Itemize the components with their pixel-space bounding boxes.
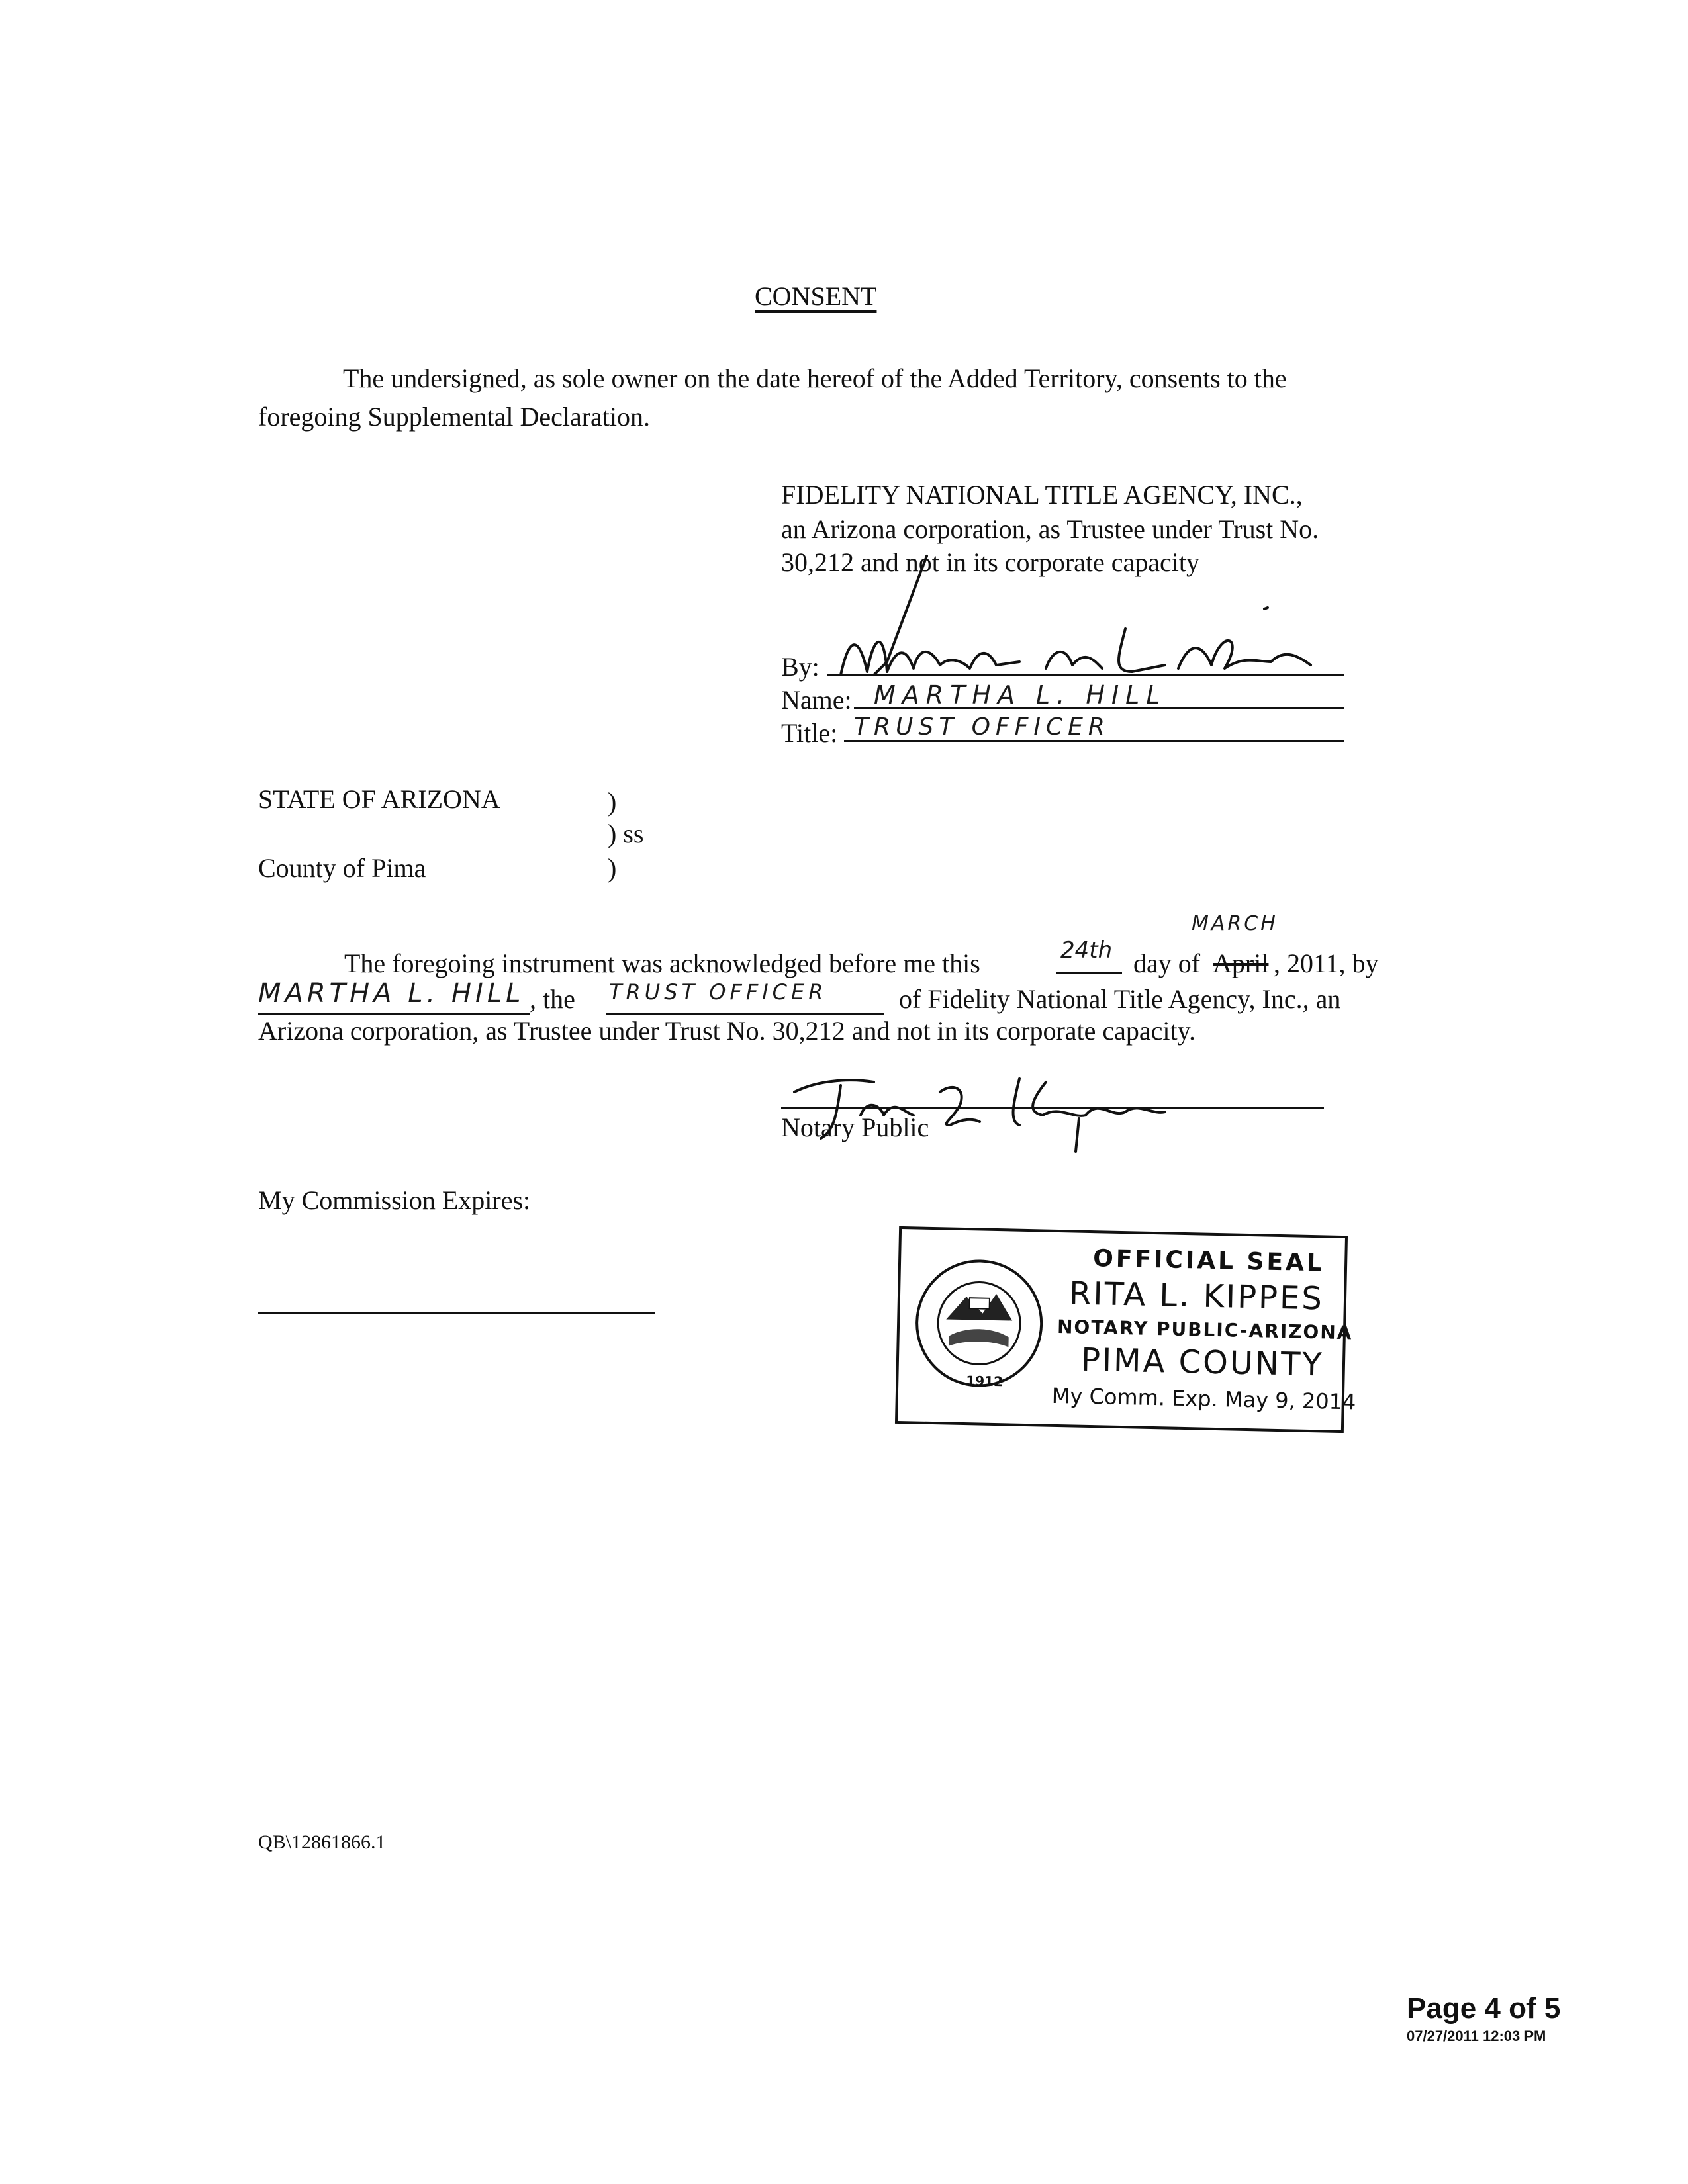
commission-expires-label: My Commission Expires: bbox=[258, 1185, 531, 1215]
seal-county: PIMA COUNTY bbox=[1080, 1341, 1325, 1384]
seal-title: OFFICIAL SEAL bbox=[1092, 1245, 1325, 1277]
venue-paren-3: ) bbox=[608, 853, 617, 883]
by-label: By: bbox=[781, 652, 820, 682]
emblem-year: 1912 bbox=[966, 1373, 1004, 1390]
official-seal-stamp bbox=[895, 1226, 1356, 1433]
ack-signer-handwritten: MARTHA L. HILL bbox=[258, 978, 525, 1009]
document-heading: CONSENT bbox=[755, 281, 877, 311]
name-handwritten: MARTHA L. HILL bbox=[874, 680, 1167, 709]
ack-day-line bbox=[1056, 972, 1122, 974]
ack-month-inserted: MARCH bbox=[1192, 912, 1278, 935]
venue-paren-1: ) bbox=[608, 787, 617, 817]
ack-day-handwritten: 24th bbox=[1060, 937, 1113, 964]
title-label: Title: bbox=[781, 718, 838, 748]
commission-expires-line bbox=[258, 1312, 655, 1314]
seal-notary-state: NOTARY PUBLIC-ARIZONA bbox=[1056, 1315, 1353, 1344]
company-description: an Arizona corporation, as Trustee under Trust No. bbox=[781, 514, 1319, 544]
venue-county: County of Pima bbox=[258, 853, 426, 883]
ack-line-1-end: , 2011, by bbox=[1274, 948, 1379, 978]
notary-signature-line bbox=[781, 1107, 1324, 1109]
intro-line-1: The undersigned, as sole owner on the date hereof of the Added Territory, consents to the bbox=[343, 363, 1287, 393]
intro-line-2: foregoing Supplemental Declaration. bbox=[258, 402, 651, 432]
page-number: Page 4 of 5 bbox=[1407, 1992, 1561, 2025]
title-handwritten: TRUST OFFICER bbox=[854, 713, 1110, 741]
company-name: FIDELITY NATIONAL TITLE AGENCY, INC., bbox=[781, 480, 1303, 510]
ack-line-3: Arizona corporation, as Trustee under Trust No. 30,212 and not in its corporate capacity. bbox=[258, 1016, 1196, 1046]
trustee-signature bbox=[821, 529, 1350, 702]
print-timestamp: 07/27/2011 12:03 PM bbox=[1407, 2028, 1546, 2044]
notary-public-label: Notary Public bbox=[781, 1113, 929, 1142]
seal-notary-name: RITA L. KIPPES bbox=[1068, 1275, 1325, 1318]
ack-line-2-the: , the bbox=[530, 984, 575, 1014]
venue-ss: ) ss bbox=[608, 819, 644, 848]
seal-commission-expiry: My Comm. Exp. May 9, 2014 bbox=[1051, 1383, 1356, 1415]
ack-line-2-rest: of Fidelity National Title Agency, Inc., an bbox=[899, 984, 1341, 1014]
ack-line-1-start: The foregoing instrument was acknowledged before me this bbox=[344, 948, 980, 978]
ack-line-1-dayof: day of bbox=[1133, 948, 1201, 978]
name-label: Name: bbox=[781, 685, 852, 715]
company-capacity: 30,212 and not in its corporate capacity bbox=[781, 547, 1200, 577]
document-id: QB\12861866.1 bbox=[258, 1831, 386, 1853]
ack-month-struck: April bbox=[1213, 948, 1269, 978]
state-emblem bbox=[912, 1255, 1047, 1390]
venue-state: STATE OF ARIZONA bbox=[258, 784, 500, 814]
ack-officer-handwritten: TRUST OFFICER bbox=[609, 979, 827, 1005]
